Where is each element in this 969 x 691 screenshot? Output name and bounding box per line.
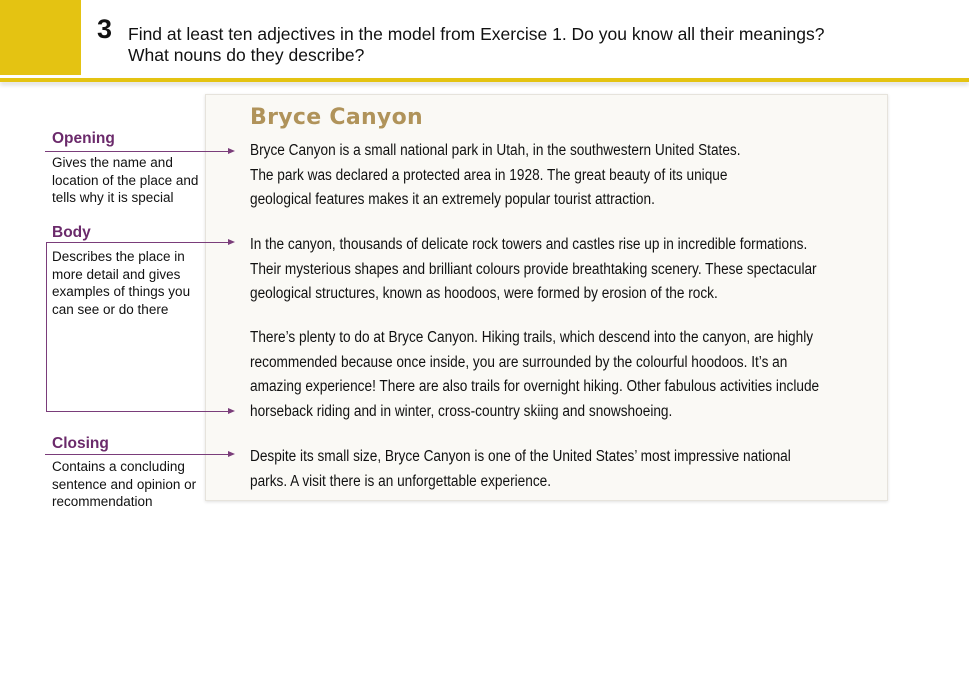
connector-line-body-top [46, 242, 228, 243]
connector-line-closing [45, 454, 228, 455]
arrow-right-icon [228, 239, 235, 245]
label-opening-description: Gives the name and location of the place and tells why it is special [52, 155, 199, 205]
text-line: amazing experience! There are also trails for overnight hiking. Other fabulous activities include [250, 378, 820, 395]
arrow-right-icon [228, 408, 235, 414]
label-opening-heading: Opening [52, 130, 115, 147]
arrow-right-icon [228, 451, 235, 457]
article-title: Bryce Canyon [250, 105, 423, 130]
text-line: There’s plenty to do at Bryce Canyon. Hiking trails, which descend into the canyon, are highly [250, 329, 814, 346]
text-line: parks. A visit there is an unforgettable experience. [250, 472, 552, 490]
label-closing-heading: Closing [52, 435, 109, 452]
header-accent-block [0, 0, 81, 75]
paragraph-closing [250, 445, 880, 494]
text-line: Bryce Canyon is a small national park in Utah, in the southwestern United States. [250, 142, 741, 159]
connector-line-body-bottom [46, 411, 228, 412]
text-line: In the canyon, thousands of delicate rock towers and castles rise up in incredible formations. [250, 236, 808, 253]
paragraph-body-2 [250, 326, 880, 424]
header-divider [0, 78, 969, 82]
text-line: Despite its small size, Bryce Canyon is one of the United States’ most impressive national [250, 448, 791, 465]
arrow-right-icon [228, 148, 235, 154]
exercise-number: 3 [97, 14, 113, 44]
connector-line-opening [45, 151, 228, 152]
instruction-line: What nouns do they describe? [128, 45, 365, 65]
text-line: horseback riding and in winter, cross-country skiing and snowshoeing. [250, 402, 673, 420]
text-line: geological features makes it an extremely popular tourist attraction. [250, 191, 655, 208]
exercise-instruction [128, 24, 928, 66]
text-line: recommended because once inside, you are surrounded by the colourful hoodoos. It’s an [250, 353, 788, 371]
label-closing-description: Contains a concluding sentence and opinion or recommendation [52, 459, 197, 509]
paragraph-opening [250, 139, 880, 213]
label-body-description: Describes the place in more detail and gives examples of things you can see or do there [52, 249, 191, 317]
text-line: geological structures, known as hoodoos, were formed by erosion of the rock. [250, 285, 718, 302]
paragraph-body-1 [250, 233, 880, 307]
connector-line-body-vertical [46, 242, 47, 412]
instruction-line: Find at least ten adjectives in the model from Exercise 1. Do you know all their meanings? [128, 24, 825, 44]
label-body-heading: Body [52, 224, 91, 241]
text-line: The park was declared a protected area in 1928. The great beauty of its unique [250, 166, 728, 184]
text-line: Their mysterious shapes and brilliant colours provide breathtaking scenery. These spectacular [250, 260, 817, 278]
